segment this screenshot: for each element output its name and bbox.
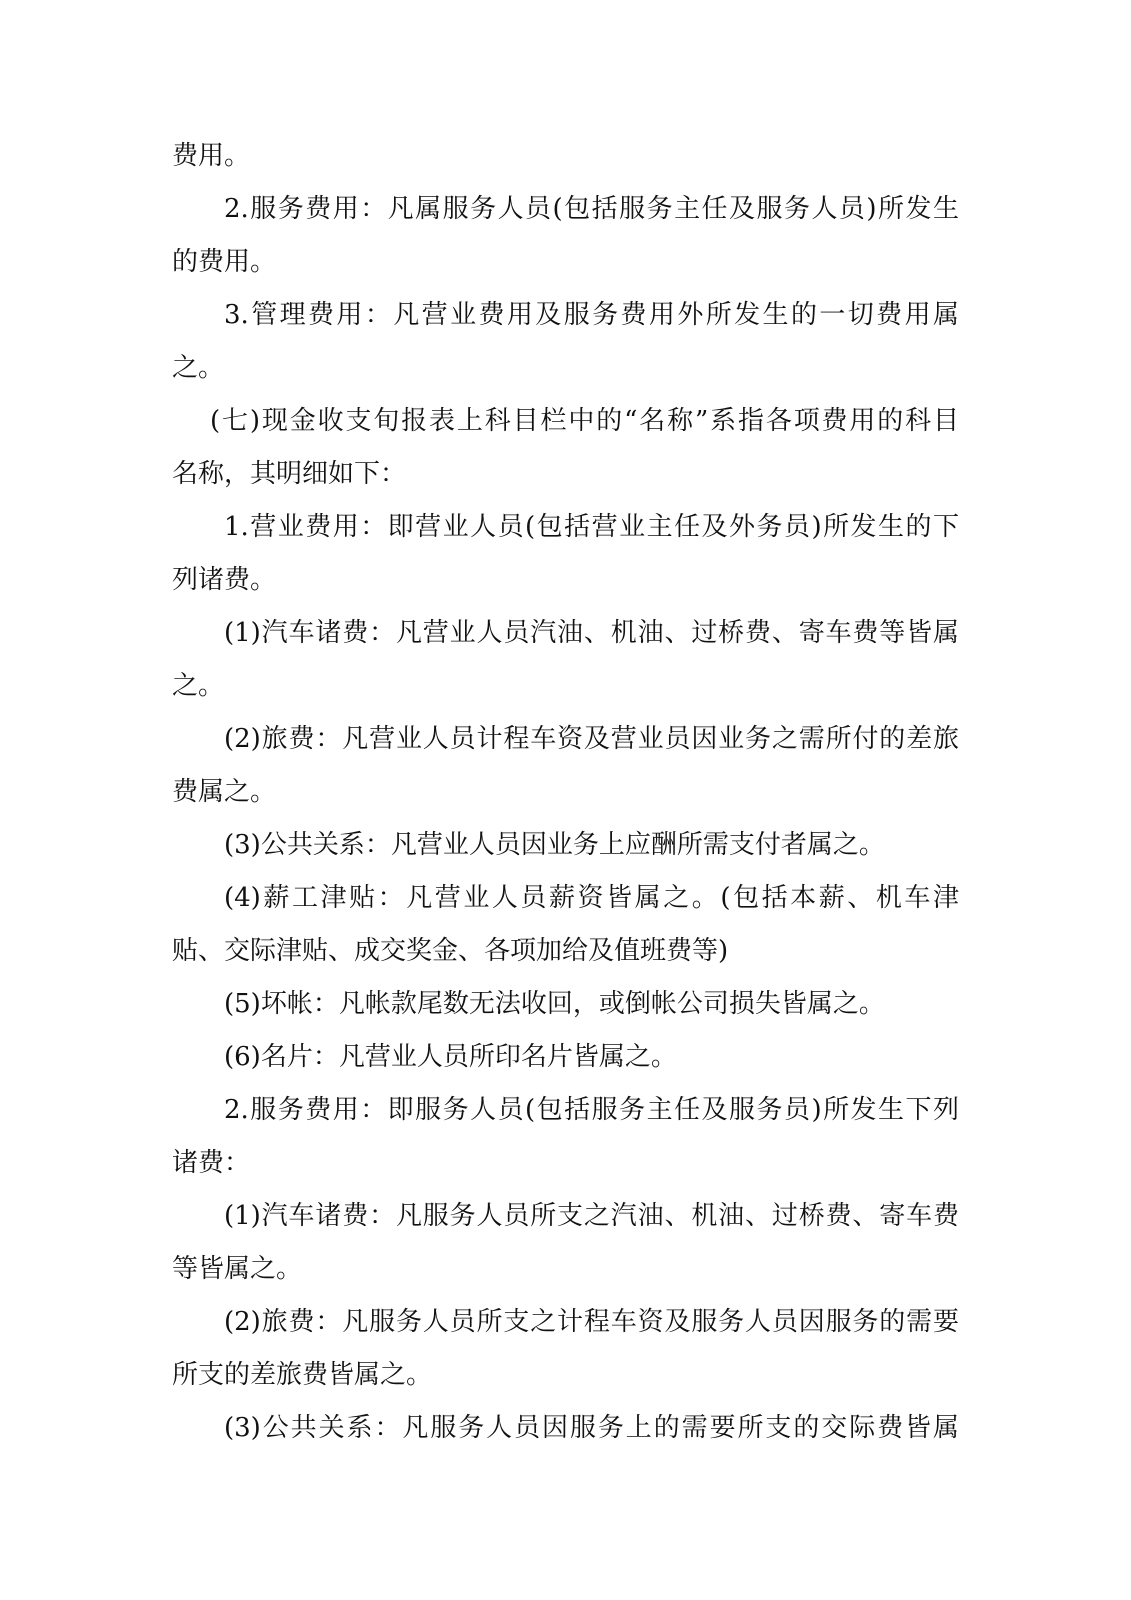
text-line: (3)公共关系：凡服务人员因服务上的需要所支的交际费皆属 <box>224 1413 959 1443</box>
text-line: 的费用。 <box>172 247 277 277</box>
document-page <box>172 130 959 1455</box>
text-line: (6)名片：凡营业人员所印名片皆属之。 <box>224 1042 677 1072</box>
text-line: 2.服务费用：即服务人员(包括服务主任及服务员)所发生下列 <box>224 1095 959 1125</box>
text-line: 2.服务费用：凡属服务人员(包括服务主任及服务人员)所发生 <box>224 194 959 224</box>
text-line: (2)旅费：凡服务人员所支之计程车资及服务人员因服务的需要 <box>224 1307 959 1337</box>
text-line: 之。 <box>172 353 225 383</box>
text-line: 之。 <box>172 671 225 701</box>
text-line: (5)坏帐：凡帐款尾数无法收回，或倒帐公司损失皆属之。 <box>224 989 885 1019</box>
text-line: (2)旅费：凡营业人员计程车资及营业员因业务之需所付的差旅 <box>224 724 959 754</box>
text-line: 3.管理费用：凡营业费用及服务费用外所发生的一切费用属 <box>224 300 959 330</box>
text-line: 等皆属之。 <box>172 1254 303 1284</box>
text-line: (4)薪工津贴：凡营业人员薪资皆属之。(包括本薪、机车津 <box>224 883 959 913</box>
text-line: (3)公共关系：凡营业人员因业务上应酬所需支付者属之。 <box>224 830 885 860</box>
text-line: (七)现金收支旬报表上科目栏中的“名称”系指各项费用的科目 <box>210 406 959 436</box>
text-line: 所支的差旅费皆属之。 <box>172 1360 433 1390</box>
text-line: 1.营业费用：即营业人员(包括营业主任及外务员)所发生的下 <box>224 512 959 542</box>
text-line: 列诸费。 <box>172 565 277 595</box>
text-line: 诸费： <box>172 1148 251 1178</box>
text-line: (1)汽车诸费：凡服务人员所支之汽油、机油、过桥费、寄车费 <box>224 1201 959 1231</box>
text-line: 名称，其明细如下： <box>172 459 407 489</box>
text-line: 费属之。 <box>172 777 277 807</box>
text-line: 贴、交际津贴、成交奖金、各项加给及值班费等) <box>172 936 729 966</box>
text-line: (1)汽车诸费：凡营业人员汽油、机油、过桥费、寄车费等皆属 <box>224 618 959 648</box>
text-line: 费用。 <box>172 141 251 171</box>
